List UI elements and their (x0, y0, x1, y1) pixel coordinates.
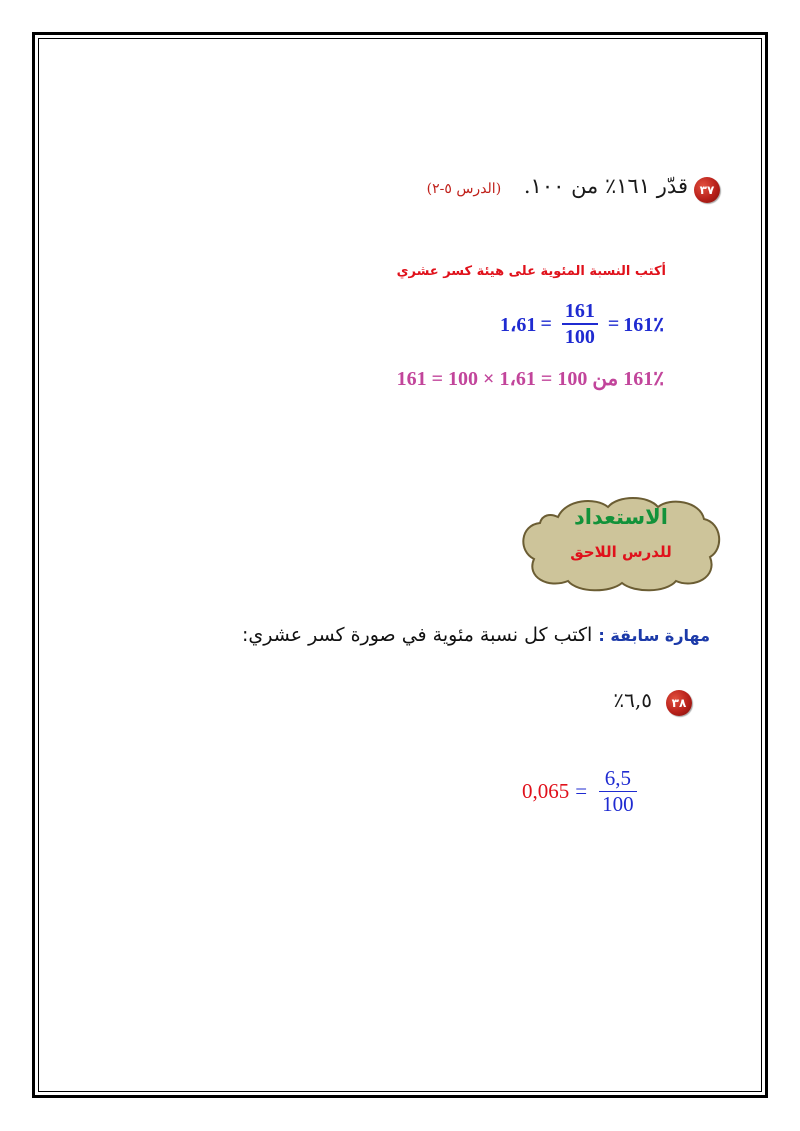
answer-38-numerator: 6,5 (604, 766, 631, 790)
prior-skill-label: مهارة سابقة : (598, 626, 710, 645)
answer-38-equals: = (575, 779, 588, 803)
answer-38-decimal: 0,065 (522, 779, 570, 803)
equation-1-percent: 161٪ (623, 313, 664, 336)
question-38-number: ٣٨ (671, 696, 687, 710)
answer-38-denominator: 100 (599, 791, 637, 815)
fraction-denominator: 100 (562, 323, 598, 347)
readiness-cloud (518, 493, 724, 593)
equation-1-equals-b: = (607, 312, 620, 335)
equation-1-equals-a: = (540, 312, 552, 335)
lesson-reference: (الدرس ٥-٢) (426, 181, 502, 197)
equation-1-fraction (562, 301, 598, 347)
prior-skill-text: اكتب كل نسبة مئوية في صورة كسر عشري: (242, 624, 593, 646)
equation-1 (500, 301, 664, 347)
question-38-value: ٦,٥٪ (613, 688, 652, 712)
equation-2: 161٪ من 100 = 1،61 × 100 = 161 (396, 368, 664, 390)
instruction-note: أكتب النسبة المئوية على هيئة كسر عشري (396, 264, 666, 279)
cloud-title: الاستعداد (573, 505, 669, 529)
answer-38-fraction (599, 768, 637, 815)
answer-38 (522, 768, 643, 815)
fraction-numerator: 161 (564, 300, 595, 322)
question-37-line (427, 174, 688, 198)
question-38-badge (666, 690, 692, 716)
question-37-text: قدّر ١٦١٪ من ١٠٠. (523, 174, 688, 198)
question-37-badge (694, 177, 720, 203)
question-37-number: ٣٧ (699, 183, 715, 197)
cloud-subtitle: للدرس اللاحق (570, 543, 672, 561)
equation-1-decimal: 1،61 (499, 313, 537, 336)
prior-skill-line (242, 624, 710, 646)
